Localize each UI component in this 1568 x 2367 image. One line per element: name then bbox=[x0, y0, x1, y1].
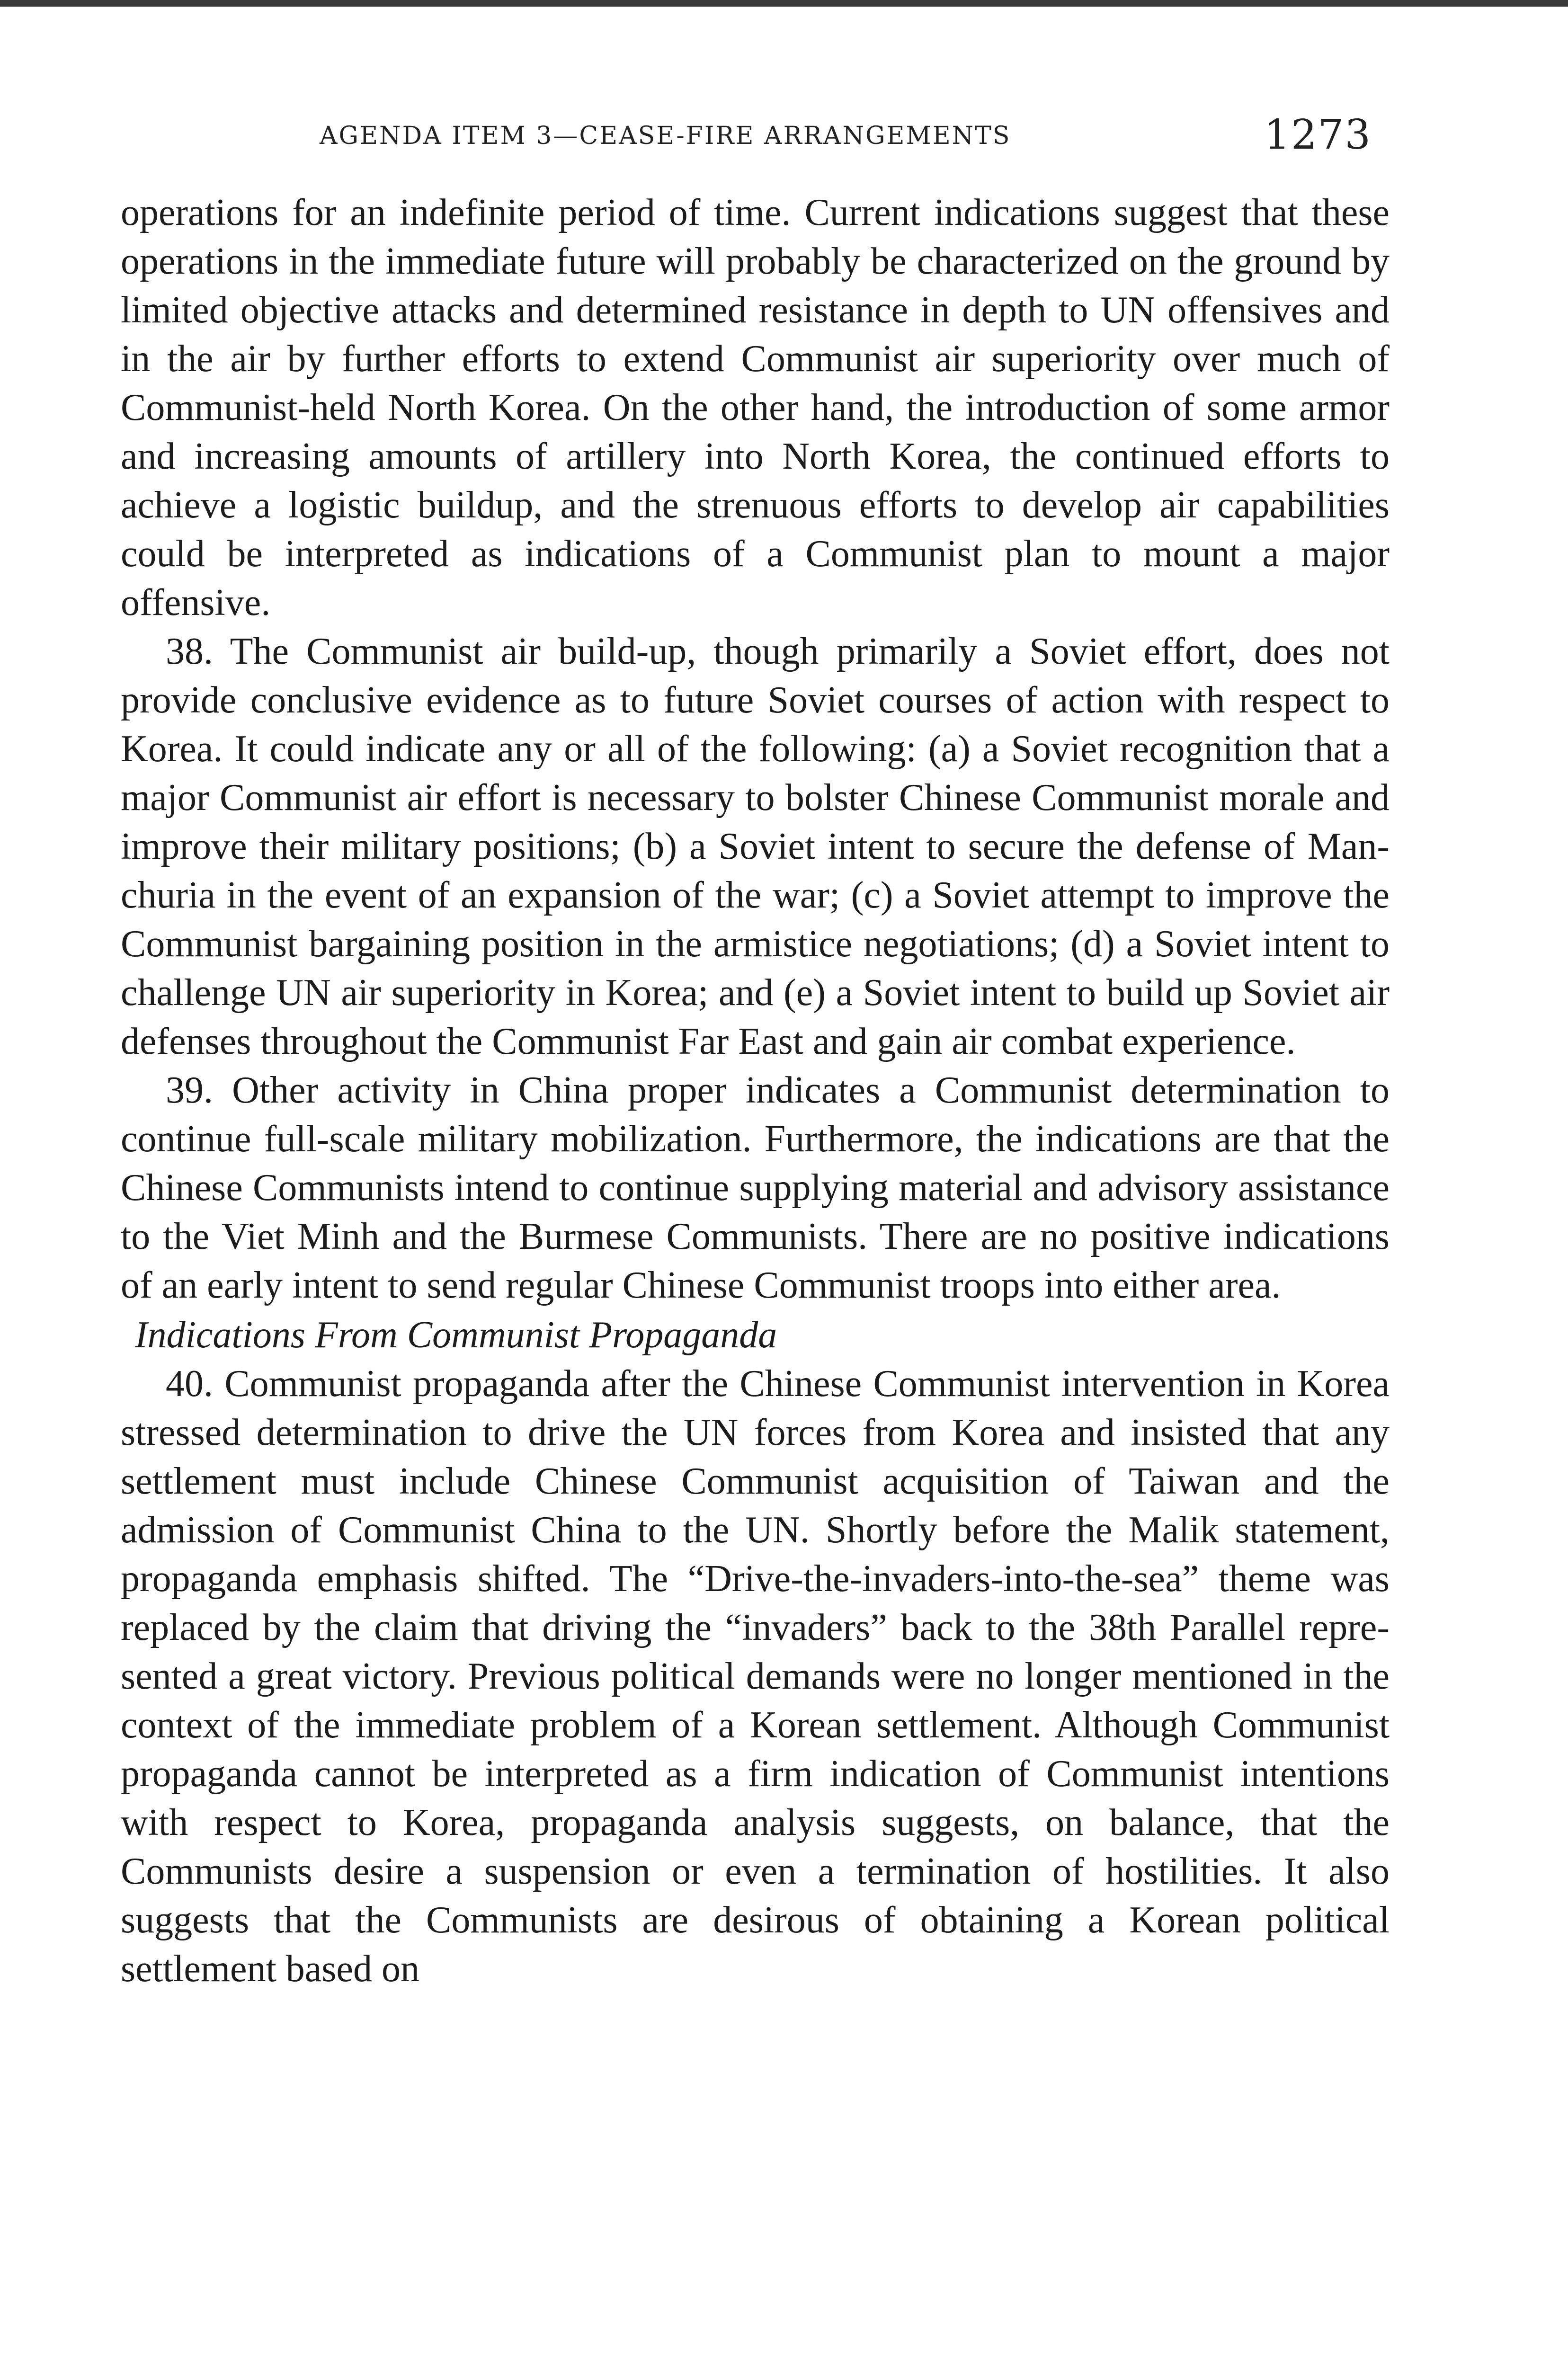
page-number: 1273 bbox=[1264, 111, 1372, 159]
top-rule bbox=[0, 0, 1568, 7]
page-header bbox=[121, 111, 1380, 168]
paragraph-continued: operations for an indefinite period of time. Current indications suggest that these operations in the immediate future will probably be characterized on the ground by limited objective attacks and determined resistance in depth to UN offensives and in the air by further efforts to extend Communist air superiority over much of Communist-held North Korea. On the other hand, the introduction of some armor and increasing amounts of artillery into North Korea, the continued efforts to achieve a logistic buildup, and the strenuous efforts to develop air capabilities could be interpreted as indications of a Communist plan to mount a major offensive. bbox=[121, 192, 1390, 623]
page-body bbox=[121, 188, 1390, 1993]
paragraph-40: 40. Communist propaganda after the Chinese Communist intervention in Korea stressed determination to drive the UN forces from Korea and insisted that any settlement must include Chinese Communist acquisition of Taiwan and the admission of Communist China to the UN. Shortly before the Malik statement, propaganda emphasis shifted. The “Drive-the-invaders-into-the-sea” theme was replaced by the claim that driving the “invaders” back to the 38th Parallel represented a great victory. Previous political demands were no longer mentioned in the context of the immediate problem of a Korean settlement. Although Communist propaganda cannot be interpreted as a firm indication of Communist intentions with respect to Korea, propaganda analysis suggests, on balance, that the Communists desire a suspension or even a termination of hostilities. It also suggests that the Communists are desirous of obtaining a Korean political settlement based on bbox=[121, 1363, 1390, 1990]
section-heading: Indications From Communist Propaganda bbox=[135, 1314, 777, 1356]
running-head: AGENDA ITEM 3—CEASE-FIRE ARRANGEMENTS bbox=[320, 122, 1011, 150]
paragraph-39: 39. Other activity in China proper indicates a Communist determination to continue full-scale military mobilization. Furthermore, the indications are that the Chinese Communists intend to continue supplying material and advisory assistance to the Viet Minh and the Burmese Communists. There are no positive indications of an early intent to send regular Chinese Communist troops into either area. bbox=[121, 1069, 1390, 1306]
paragraph-38: 38. The Communist air build-up, though primarily a Soviet effort, does not provide conclusive evidence as to future Soviet courses of action with respect to Korea. It could indicate any or all of the following: (a) a Soviet recognition that a major Communist air effort is necessary to bolster Chinese Communist morale and improve their military positions; (b) a Soviet intent to secure the defense of Manchuria in the event of an expansion of the war; (c) a Soviet attempt to improve the Communist bargaining position in the armistice negotiations; (d) a Soviet intent to challenge UN air superiority in Korea; and (e) a Soviet intent to build up Soviet air defenses throughout the Communist Far East and gain air combat experience. bbox=[121, 631, 1390, 1062]
